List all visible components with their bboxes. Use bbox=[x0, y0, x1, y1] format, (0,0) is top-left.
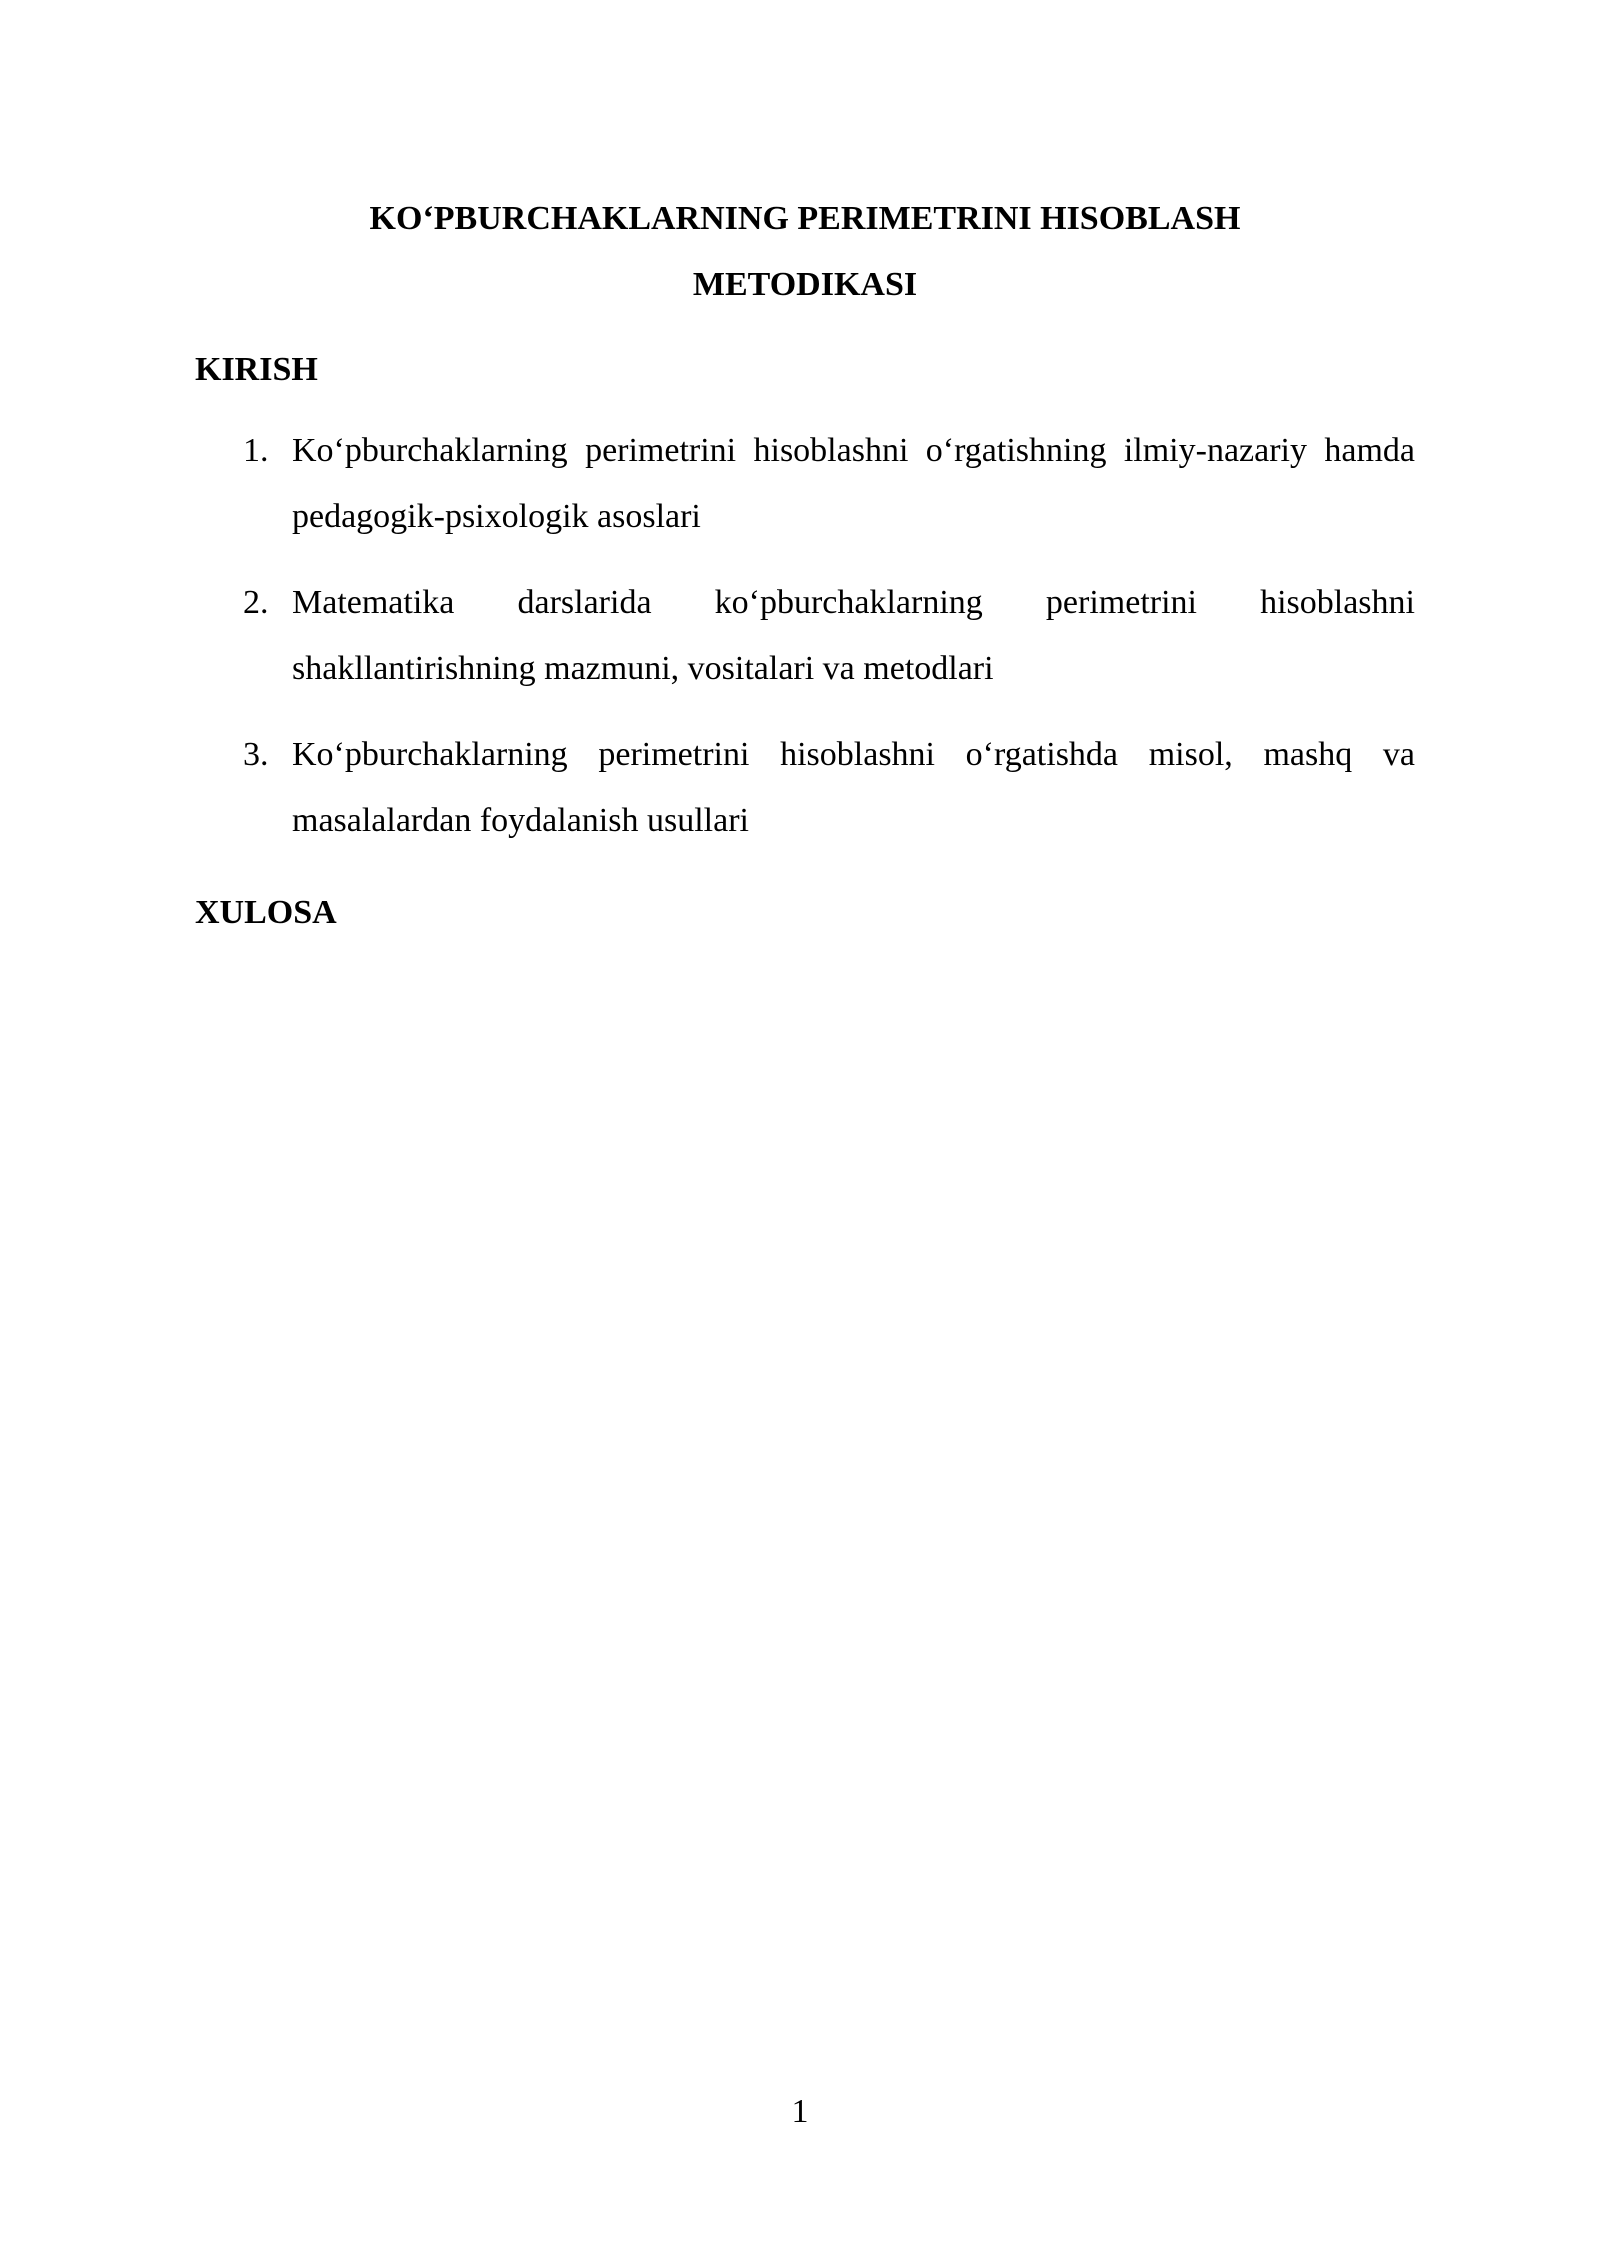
contents-item-2 bbox=[195, 570, 1415, 702]
document-title bbox=[195, 186, 1415, 318]
page-number: 1 bbox=[791, 2093, 809, 2130]
intro-heading: KIRISH bbox=[195, 351, 318, 388]
contents-item-3 bbox=[195, 722, 1415, 854]
contents-item-text: Ko‘pburchaklarning perimetrini hisoblashni o‘rgatishning ilmiy-nazariy hamda pedagogik-psixologik asoslari bbox=[292, 432, 1415, 535]
document-title-line-1: KO‘PBURCHAKLARNING PERIMETRINI HISOBLASH bbox=[369, 200, 1241, 237]
contents-item-number: 2. bbox=[243, 584, 269, 621]
contents-item-text: Ko‘pburchaklarning perimetrini hisoblashni o‘rgatishda misol, mashq va masalalardan foydalanish usullari bbox=[292, 736, 1415, 839]
contents-item-text: Matematika darslarida ko‘pburchaklarning perimetrini hisoblashni shakllantirishning mazmuni, vositalari va metodlari bbox=[292, 584, 1415, 687]
contents-item-number: 1. bbox=[243, 432, 269, 469]
document-title-line-2: METODIKASI bbox=[692, 266, 918, 303]
conclusion-heading: XULOSA bbox=[195, 894, 337, 931]
contents-list bbox=[195, 418, 1415, 874]
contents-item-1 bbox=[195, 418, 1415, 550]
contents-item-number: 3. bbox=[243, 736, 269, 773]
